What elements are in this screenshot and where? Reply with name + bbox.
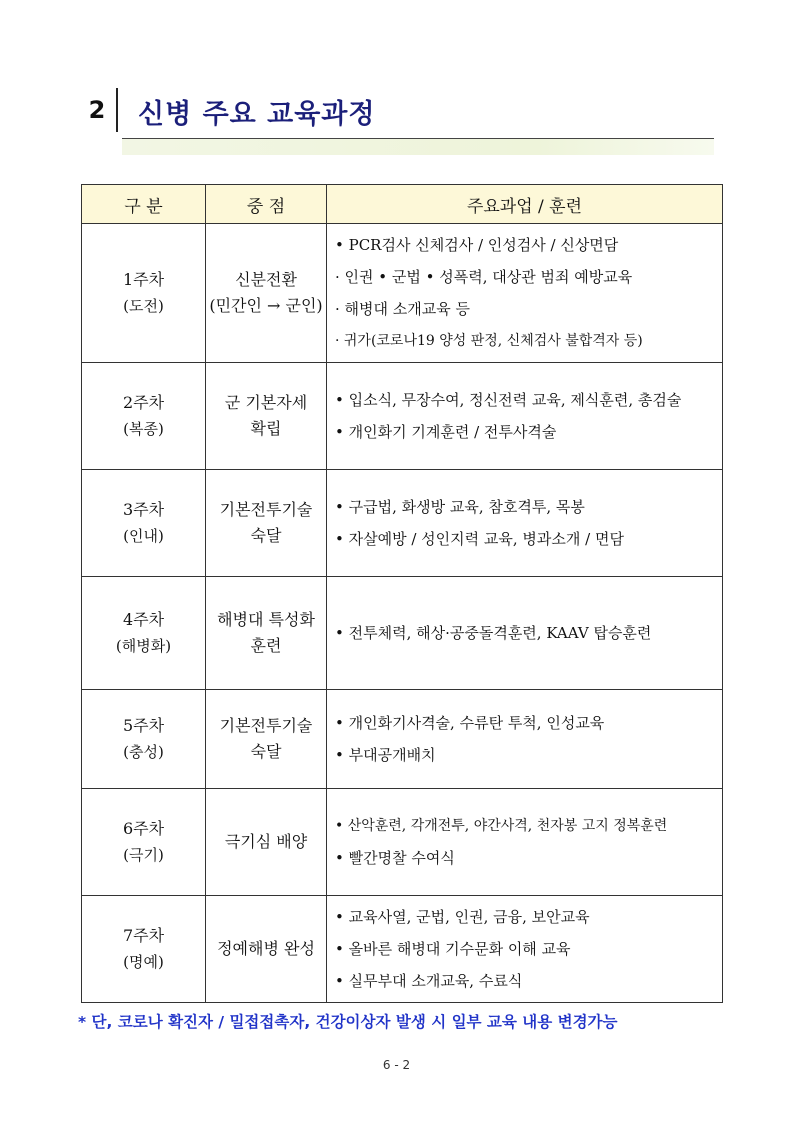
tasks-cell xyxy=(327,789,723,896)
table-row xyxy=(82,690,723,789)
week-stage: (인내) xyxy=(123,527,164,545)
focus-line: 훈련 xyxy=(250,636,282,655)
task-item: • 자살예방 / 성인지력 교육, 병과소개 / 면담 xyxy=(335,530,624,548)
week-label: 1주차 xyxy=(122,270,165,289)
week-cell xyxy=(82,896,206,1003)
table-row xyxy=(82,789,723,896)
week-label: 3주차 xyxy=(122,500,165,519)
task-item: • 전투체력, 해상·공중돌격훈련, KAAV 탑승훈련 xyxy=(335,624,652,642)
focus-line: 확립 xyxy=(250,419,282,438)
table-row xyxy=(82,470,723,577)
focus-cell xyxy=(206,690,327,789)
focus-line: 숙달 xyxy=(250,526,282,545)
week-label: 6주차 xyxy=(122,819,165,838)
tasks-cell xyxy=(327,577,723,690)
header-tasks: 주요과업 / 훈련 xyxy=(327,185,723,224)
tasks-cell xyxy=(327,363,723,470)
task-item: • 구급법, 화생방 교육, 참호격투, 목봉 xyxy=(335,498,585,516)
week-cell xyxy=(82,470,206,577)
week-label: 4주차 xyxy=(122,610,165,629)
focus-cell xyxy=(206,789,327,896)
week-label: 7주차 xyxy=(122,926,165,945)
curriculum-table xyxy=(81,184,723,1003)
week-stage: (도전) xyxy=(123,297,164,315)
week-cell xyxy=(82,577,206,690)
task-item: • 개인화기 기계훈련 / 전투사격술 xyxy=(335,423,557,441)
footnote: * 단, 코로나 확진자 / 밀접접촉자, 건강이상자 발생 시 일부 교육 내용 변경가능 xyxy=(78,1013,618,1031)
table-row xyxy=(82,363,723,470)
section-header xyxy=(78,84,714,144)
focus-cell xyxy=(206,224,327,363)
tasks-cell xyxy=(327,470,723,577)
focus-line: 해병대 특성화 xyxy=(217,610,315,629)
week-cell xyxy=(82,789,206,896)
task-item: • 부대공개배치 xyxy=(335,746,436,764)
table-header-row xyxy=(82,185,723,224)
focus-line: 신분전환 xyxy=(235,270,297,289)
focus-line: 극기심 배양 xyxy=(224,832,308,851)
focus-line: 기본전투기술 xyxy=(219,716,313,735)
week-cell xyxy=(82,224,206,363)
week-stage: (복종) xyxy=(123,420,164,438)
focus-line: 군 기본자세 xyxy=(224,393,308,412)
task-item: • 올바른 해병대 기수문화 이해 교육 xyxy=(335,940,571,958)
focus-line: (민간인 → 군인) xyxy=(209,296,323,315)
task-item: • 교육사열, 군법, 인권, 금융, 보안교육 xyxy=(335,908,590,926)
tasks-cell xyxy=(327,224,723,363)
focus-line: 숙달 xyxy=(250,742,282,761)
header-focus: 중 점 xyxy=(206,185,327,224)
focus-cell xyxy=(206,363,327,470)
focus-cell xyxy=(206,577,327,690)
page-number: 6 - 2 xyxy=(382,1058,411,1072)
week-stage: (명예) xyxy=(123,953,164,971)
header-category: 구 분 xyxy=(82,185,206,224)
section-title: 신병 주요 교육과정 xyxy=(138,99,376,130)
header-shade xyxy=(122,139,714,155)
week-cell xyxy=(82,363,206,470)
task-item: • 입소식, 무장수여, 정신전력 교육, 제식훈련, 총검술 xyxy=(335,391,682,409)
week-cell xyxy=(82,690,206,789)
week-label: 5주차 xyxy=(122,716,165,735)
section-number: 2 xyxy=(78,88,118,132)
week-stage: (해병화) xyxy=(115,637,172,655)
task-item: • 빨간명찰 수여식 xyxy=(335,849,455,867)
table-row xyxy=(82,577,723,690)
task-item: · 귀가(코로나19 양성 판정, 신체검사 불합격자 등) xyxy=(335,333,643,349)
focus-line: 기본전투기술 xyxy=(219,500,313,519)
week-stage: (극기) xyxy=(123,846,164,864)
task-item: • 산악훈련, 각개전투, 야간사격, 천자봉 고지 정복훈련 xyxy=(335,818,668,834)
week-label: 2주차 xyxy=(122,393,165,412)
task-item: • 개인화기사격술, 수류탄 투척, 인성교육 xyxy=(335,714,605,732)
task-item: • PCR검사 신체검사 / 인성검사 / 신상면담 xyxy=(335,236,619,254)
tasks-cell xyxy=(327,690,723,789)
focus-cell xyxy=(206,470,327,577)
task-item: · 인권 • 군법 • 성폭력, 대상관 범죄 예방교육 xyxy=(335,268,633,286)
task-item: · 해병대 소개교육 등 xyxy=(335,300,470,318)
focus-line: 정예해병 완성 xyxy=(217,939,315,958)
table-row xyxy=(82,896,723,1003)
tasks-cell xyxy=(327,896,723,1003)
task-item: • 실무부대 소개교육, 수료식 xyxy=(335,972,523,990)
week-stage: (충성) xyxy=(123,743,164,761)
focus-cell xyxy=(206,896,327,1003)
table-row xyxy=(82,224,723,363)
